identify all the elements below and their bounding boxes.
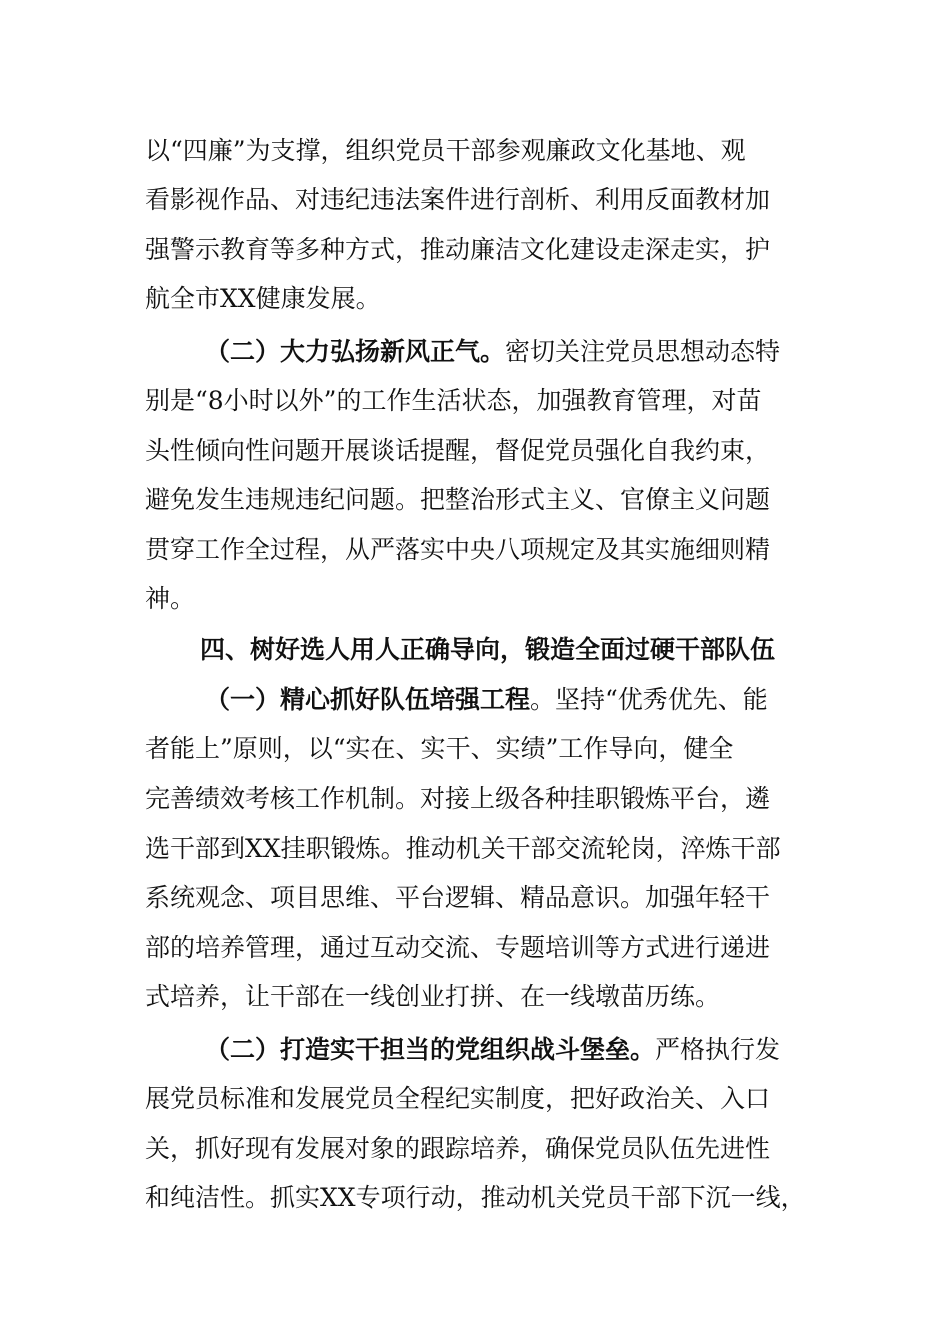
section-heading [0, 630, 950, 670]
line-text: 贯穿工作全过程，从严落实中央八项规定及其实施细则精 [145, 535, 771, 564]
text-line [0, 1079, 950, 1119]
paragraph-lead: （一）精心抓好队伍培强工程 [205, 685, 531, 714]
line-text: 航全市XX健康发展。 [145, 284, 381, 313]
line-text: 展党员标准和发展党员全程纪实制度，把好政治关、入口 [145, 1084, 771, 1113]
text-line [0, 579, 950, 619]
text-line [0, 131, 950, 171]
line-text: 以“四廉”为支撑，组织党员干部参观廉政文化基地、观 [145, 136, 746, 165]
text-line [0, 829, 950, 869]
text-line [0, 1129, 950, 1169]
text-line [0, 230, 950, 270]
paragraph-first-line [0, 332, 950, 372]
line-text: 。坚持“优秀优先、能 [530, 685, 768, 714]
line-text: 避免发生违规违纪问题。把整治形式主义、官僚主义问题 [145, 485, 771, 514]
text-line [0, 779, 950, 819]
text-line [0, 431, 950, 471]
line-text: 头性倾向性问题开展谈话提醒，督促党员强化自我约束， [145, 436, 771, 465]
text-line [0, 878, 950, 918]
text-line [0, 279, 950, 319]
text-line [0, 180, 950, 220]
line-text: 看影视作品、对违纪违法案件进行剖析、利用反面教材加 [145, 185, 771, 214]
text-line [0, 928, 950, 968]
text-line [0, 530, 950, 570]
line-text: 完善绩效考核工作机制。对接上级各种挂职锻炼平台，遴 [145, 784, 771, 813]
line-text: 系统观念、项目思维、平台逻辑、精品意识。加强年轻干 [145, 883, 771, 912]
line-text: 者能上”原则，以“实在、实干、实绩”工作导向，健全 [145, 734, 734, 763]
text-line [0, 381, 950, 421]
text-line [0, 480, 950, 520]
line-text: 选干部到XX挂职锻炼。推动机关干部交流轮岗，淬炼干部 [145, 834, 781, 863]
line-text: 和纯洁性。抓实XX专项行动，推动机关党员干部下沉一线， [145, 1183, 806, 1212]
line-text: 别是“8小时以外”的工作生活状态，加强教育管理，对苗 [145, 386, 762, 415]
paragraph-lead: （二）大力弘扬新风正气。 [205, 337, 506, 366]
text-line [0, 977, 950, 1017]
line-text: 密切关注党员思想动态特 [505, 337, 781, 366]
text-line [0, 729, 950, 769]
line-text: 神。 [145, 584, 196, 613]
line-text: 严格执行发 [655, 1035, 781, 1064]
line-text: 强警示教育等多种方式，推动廉洁文化建设走深走实，护 [145, 235, 771, 264]
paragraph-lead: （二）打造实干担当的党组织战斗堡垒。 [205, 1035, 656, 1064]
text-line [0, 1178, 950, 1218]
heading-text: 四、树好选人用人正确导向，锻造全面过硬干部队伍 [200, 635, 776, 664]
paragraph-first-line [0, 1030, 950, 1070]
paragraph-first-line [0, 680, 950, 720]
line-text: 式培养，让干部在一线创业打拼、在一线墩苗历练。 [145, 982, 721, 1011]
line-text: 部的培养管理，通过互动交流、专题培训等方式进行递进 [145, 933, 771, 962]
line-text: 关，抓好现有发展对象的跟踪培养，确保党员队伍先进性 [145, 1134, 771, 1163]
